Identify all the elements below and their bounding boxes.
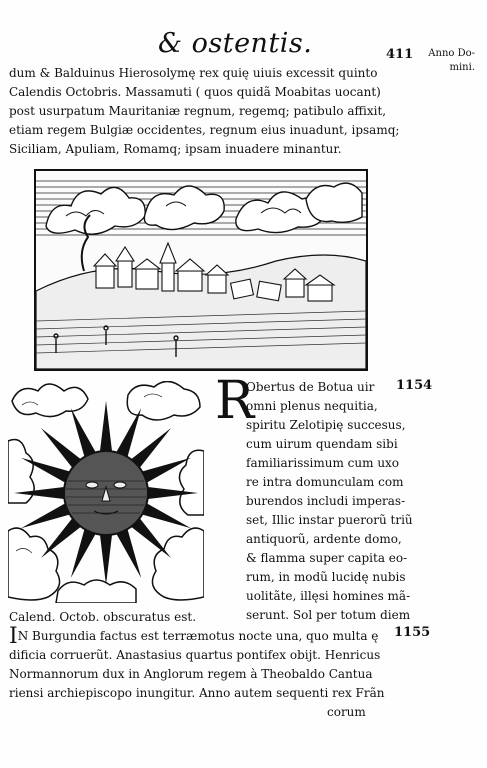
running-head: & ostentis.	[158, 28, 313, 59]
text-line: cum uirum quendam sibi	[246, 437, 398, 451]
text-line-content: N Burgundia factus est terræmotus nocte una, quo multa ę	[17, 629, 379, 643]
folio-number: 411	[386, 47, 414, 62]
text-line: Calendis Octobris. Massamuti ( quos quidã Moabitas uocant)	[9, 85, 381, 99]
margin-year: 1154	[396, 378, 433, 393]
text-line: post usurpatum Mauritaniæ regnum, regemq; patibulo affixit,	[9, 104, 387, 118]
text-line: Normannorum dux in Anglorum regem à Theobaldo Cantua	[9, 667, 373, 681]
text-line: antiquorũ, ardente domo,	[246, 532, 402, 546]
town-woodcut-graphic	[36, 171, 366, 369]
paragraph-1	[9, 64, 399, 159]
margin-note-line: Anno Do-	[428, 48, 475, 59]
sun-woodcut-graphic	[8, 381, 204, 603]
woodcut-sun-illustration	[8, 381, 204, 603]
text-line: dificia corruerũt. Anastasius quartus pontifex obijt. Henricus	[9, 648, 381, 662]
paragraph-3: Calend. Octob. obscuratus est.	[9, 610, 197, 624]
text-line: omni plenus nequitia,	[246, 399, 378, 413]
paragraph-4	[9, 624, 385, 722]
text-line: corum	[327, 705, 366, 719]
text-line: re intra domunculam com	[246, 475, 404, 489]
text-line: etiam regem Bulgiæ occidentes, regnum eius inuadunt, ipsamq;	[9, 123, 400, 137]
text-line: uolitãte, illęsi homines mã-	[246, 589, 411, 603]
text-line: spiritu Zelotipię succesus,	[246, 418, 406, 432]
text-line: rum, in modũ lucidę nubis	[246, 570, 406, 584]
drop-capital: R	[215, 371, 255, 431]
text-line: burendos includi imperas-	[246, 494, 406, 508]
margin-note-line: mini.	[449, 62, 475, 73]
woodcut-town-illustration	[34, 169, 368, 371]
paragraph-2	[246, 378, 413, 625]
text-line: serunt. Sol per totum diem	[246, 608, 411, 622]
text-line: familiarissimum cum uxo	[246, 456, 400, 470]
text-line: Siciliam, Apuliam, Romamq; ipsam inuadere minantur.	[9, 142, 342, 156]
text-line: riensi archiepiscopo inungitur. Anno autem sequenti rex Frãn	[9, 686, 385, 700]
text-line	[9, 624, 384, 649]
margin-year: 1155	[394, 625, 431, 640]
initial-letter: I	[9, 624, 18, 649]
margin-note	[411, 47, 475, 75]
text-line: set, Illic instar puerorũ triũ	[246, 513, 413, 527]
text-line: dum & Balduinus Hierosolymę rex quię uiuis excessit quinto	[9, 66, 378, 80]
text-line: Obertus de Botua uir	[246, 380, 375, 394]
text-line: & flamma super capita eo-	[246, 551, 408, 565]
